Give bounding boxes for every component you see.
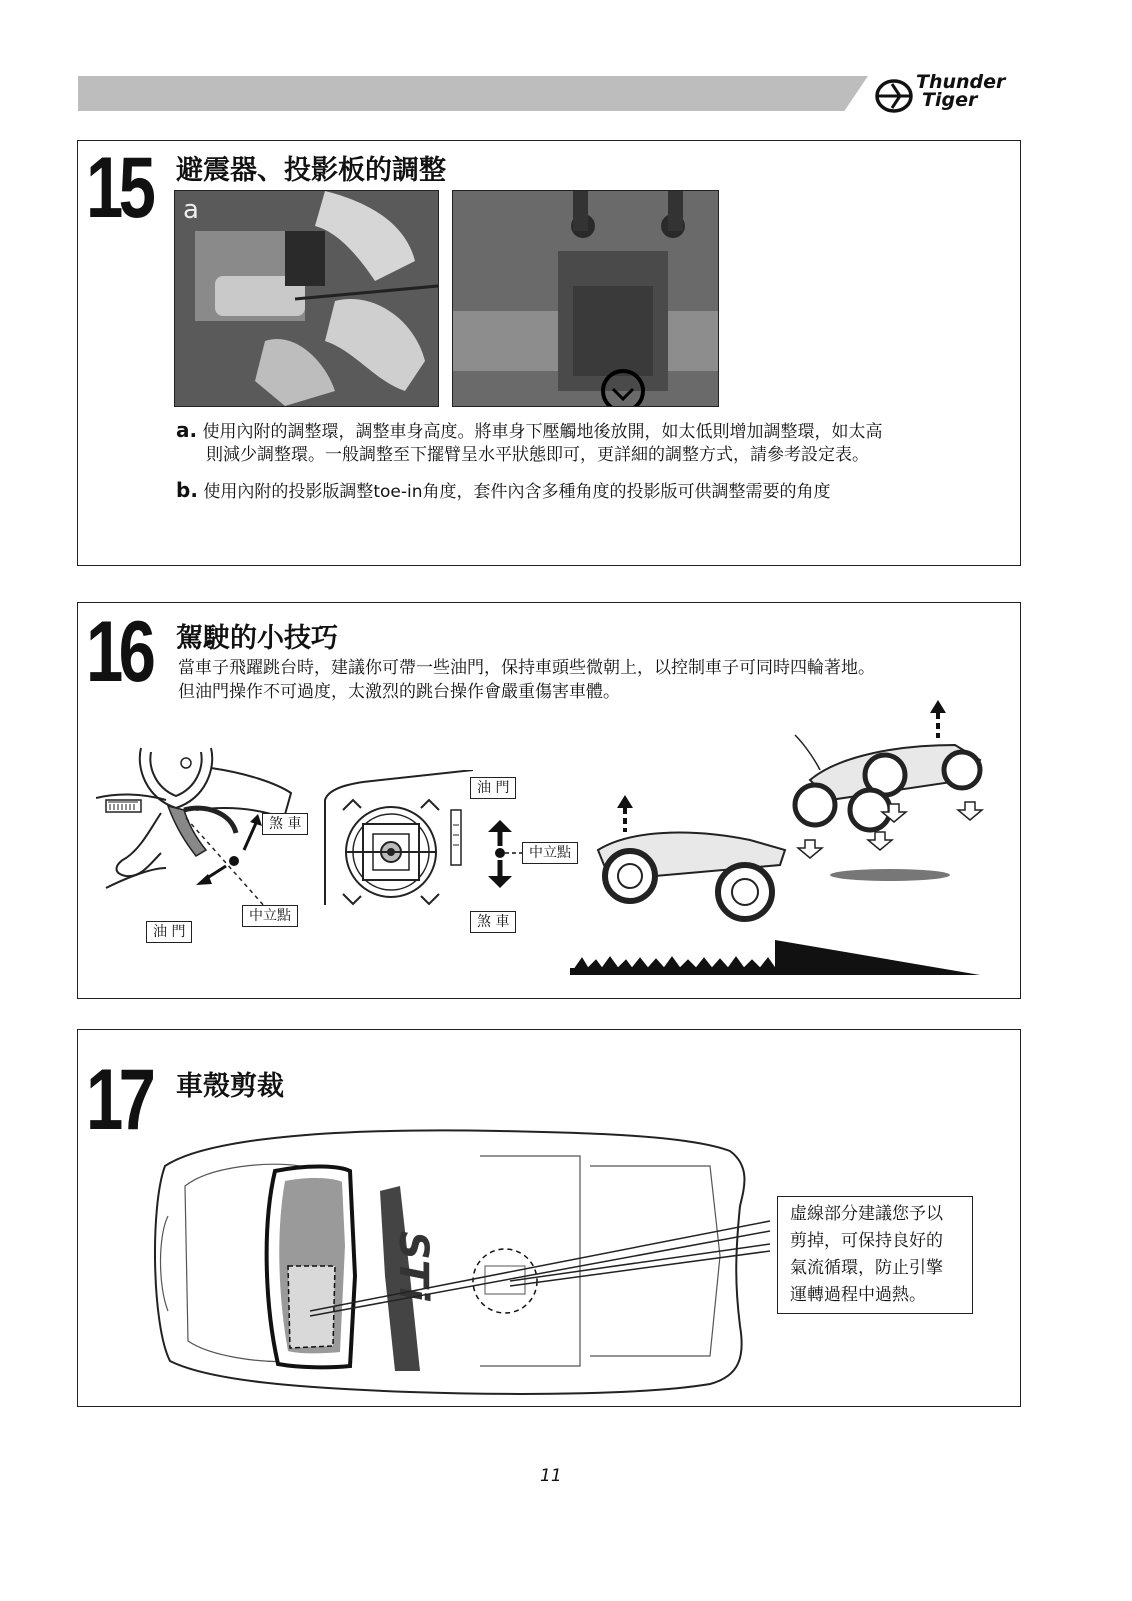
label-brake-right: 煞 車 — [470, 911, 516, 933]
page-number: 11 — [540, 1466, 562, 1486]
item-b — [176, 478, 1006, 505]
trim-callout — [777, 1196, 973, 1314]
item-b-marker: b. — [176, 478, 198, 502]
transmitter-stick-illustration — [323, 770, 483, 910]
section-16-line1: 當車子飛躍跳台時，建議你可帶一些油門，保持車頭些微朝上，以控制車子可同時四輪著地。 — [178, 658, 875, 678]
label-neutral-left: 中立點 — [242, 905, 298, 927]
callout-line-3: 氣流循環，防止引擎 — [790, 1258, 943, 1278]
brand-line2: Tiger — [922, 89, 978, 111]
section-17-title: 車殼剪裁 — [176, 1071, 284, 1102]
jump-illustration — [570, 700, 1000, 992]
label-throttle-right: 油 門 — [470, 777, 516, 799]
step-number-16: 16 — [86, 604, 152, 700]
step-number-15: 15 — [86, 140, 152, 236]
item-a-line2: 則減少調整環。一般調整至下擺臂呈水平狀態即可，更詳細的調整方式，請參考設定表。 — [206, 445, 869, 465]
step-number-17: 17 — [86, 1052, 152, 1148]
item-b-text: 使用內附的投影版調整toe-in角度，套件內含多種角度的投影版可供調整需要的角度 — [203, 482, 831, 502]
photo-suspension-arm — [452, 190, 719, 407]
photo-shock-adjustment — [174, 190, 439, 407]
brand-line1: Thunder — [916, 71, 1006, 93]
label-throttle-left: 油 門 — [146, 921, 192, 943]
photo-a-label: a — [183, 195, 199, 225]
item-a-marker: a. — [176, 418, 198, 442]
callout-line-1: 虛線部分建議您予以 — [790, 1204, 943, 1224]
item-a — [176, 418, 1006, 445]
header-bar — [78, 76, 868, 111]
item-a-line1: 使用內附的調整環，調整車身高度。將車身下壓觸地後放開，如太低則增加調整環，如太高 — [202, 422, 883, 442]
section-16-title: 駕駛的小技巧 — [176, 623, 338, 654]
svg-text:STi: STi — [390, 1231, 436, 1301]
thunder-tiger-logo — [874, 70, 1034, 120]
logo-emblem-icon — [874, 76, 918, 116]
callout-line-4: 運轉過程中過熱。 — [790, 1285, 926, 1305]
car-body-illustration — [150, 1126, 800, 1396]
label-brake-left: 煞 車 — [262, 813, 308, 835]
callout-line-2: 剪掉，可保持良好的 — [790, 1231, 943, 1251]
section-16-line2: 但油門操作不可過度，太激烈的跳台操作會嚴重傷害車體。 — [178, 682, 620, 702]
label-neutral-right: 中立點 — [522, 842, 578, 864]
section-15-title: 避震器、投影板的調整 — [176, 155, 446, 186]
